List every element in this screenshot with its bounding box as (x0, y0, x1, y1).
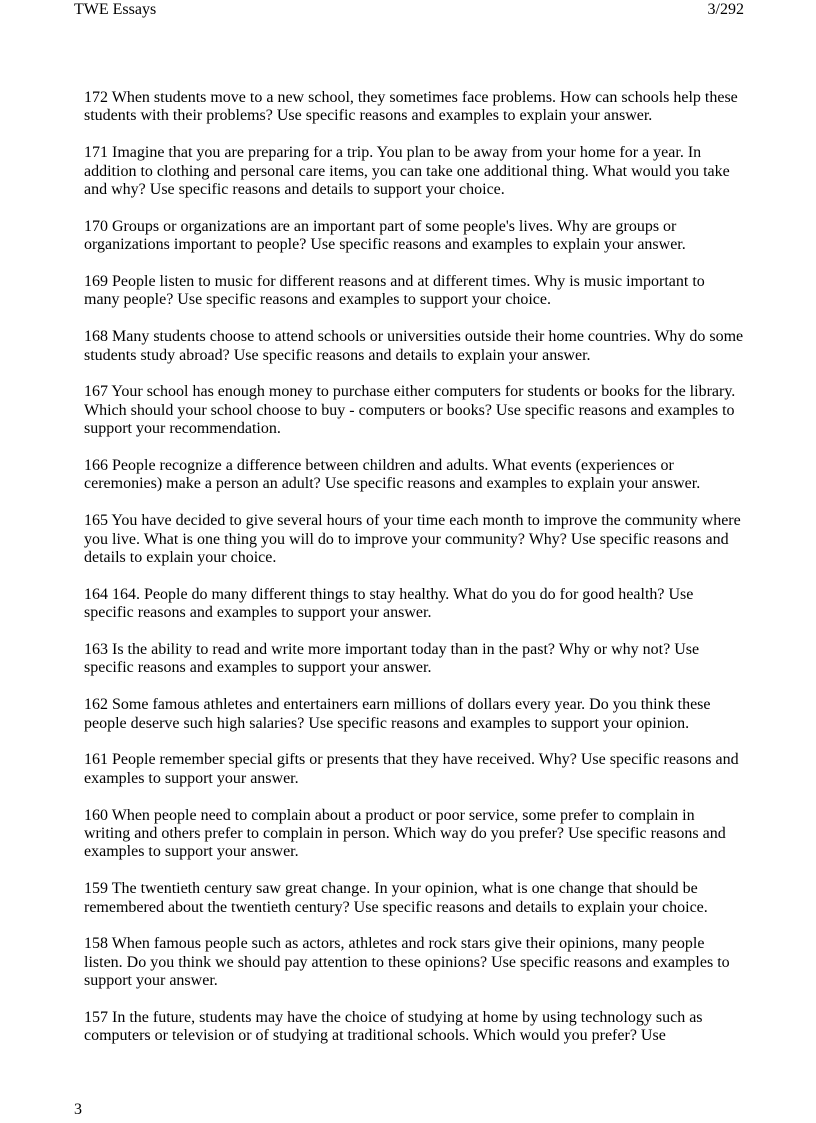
essay-prompt-163: 163 Is the ability to read and write more important today than in the past? Why or why not? Use specific reasons and examples to support your answer. (84, 641, 700, 677)
essay-prompt-162: 162 Some famous athletes and entertainers earn millions of dollars every year. Do you think these people deserve such high salaries? Use specific reasons and examples to support your opinion. (84, 696, 711, 732)
essay-prompt-169: 169 People listen to music for different reasons and at different times. Why is music important to many people? Use specific reasons and examples to support your choice. (84, 273, 705, 309)
essay-prompt-list (84, 89, 744, 1064)
essay-prompt-170: 170 Groups or organizations are an important part of some people's lives. Why are groups or organizations important to people? Use specific reasons and examples to explain your answer. (84, 217, 686, 254)
page-counter: 3/292 (707, 1, 744, 18)
essay-prompt-160: 160 When people need to complain about a product or poor service, some prefer to complain in writing and others prefer to complain in person. Which way do you prefer? Use specific reasons and examples to support your answer. (84, 806, 726, 861)
document-title: TWE Essays (74, 1, 157, 18)
essay-prompt-165: 165 You have decided to give several hours of your time each month to improve the community where you live. What is one thing you will do to improve your community? Why? Use specific reasons and details to explain your choice. (84, 512, 741, 567)
essay-prompt-167: 167 Your school has enough money to purchase either computers for students or books for the library. Which should your school choose to buy - computers or books? Use specific reasons and examples to support your recommendation. (84, 383, 736, 438)
essay-prompt-158: 158 When famous people such as actors, athletes and rock stars give their opinions, many people listen. Do you think we should pay attention to these opinions? Use specific reasons and examples to support your answer. (84, 935, 730, 990)
essay-prompt-166: 166 People recognize a difference between children and adults. What events (experiences or ceremonies) make a person an adult? Use specific reasons and examples to explain your answer. (84, 457, 701, 493)
essay-prompt-168: 168 Many students choose to attend schools or universities outside their home countries. Why do some students study abroad? Use specific reasons and details to explain your answer. (84, 328, 744, 364)
essay-prompt-159: 159 The twentieth century saw great change. In your opinion, what is one change that should be remembered about the twentieth century? Use specific reasons and details to explain your choice. (84, 880, 708, 916)
essay-prompt-161: 161 People remember special gifts or presents that they have received. Why? Use specific reasons and examples to support your answer. (84, 751, 739, 787)
running-header (74, 0, 744, 22)
essay-prompt-172: 172 When students move to a new school, they sometimes face problems. How can schools help these students with their problems? Use specific reasons and examples to explain your answer. (84, 89, 738, 125)
essay-prompt-171: 171 Imagine that you are preparing for a trip. You plan to be away from your home for a year. In addition to clothing and personal care items, you can take one additional thing. What would you take and why? Use specific reasons and details to support your choice. (84, 144, 730, 199)
essay-prompt-164: 164 164. People do many different things to stay healthy. What do you do for good health? Use specific reasons and examples to support your answer. (84, 585, 694, 622)
page-number: 3 (74, 1101, 82, 1118)
essay-prompt-157: 157 In the future, students may have the choice of studying at home by using technology such as computers or television or of studying at traditional schools. Which would you prefer? Use (84, 1009, 703, 1045)
